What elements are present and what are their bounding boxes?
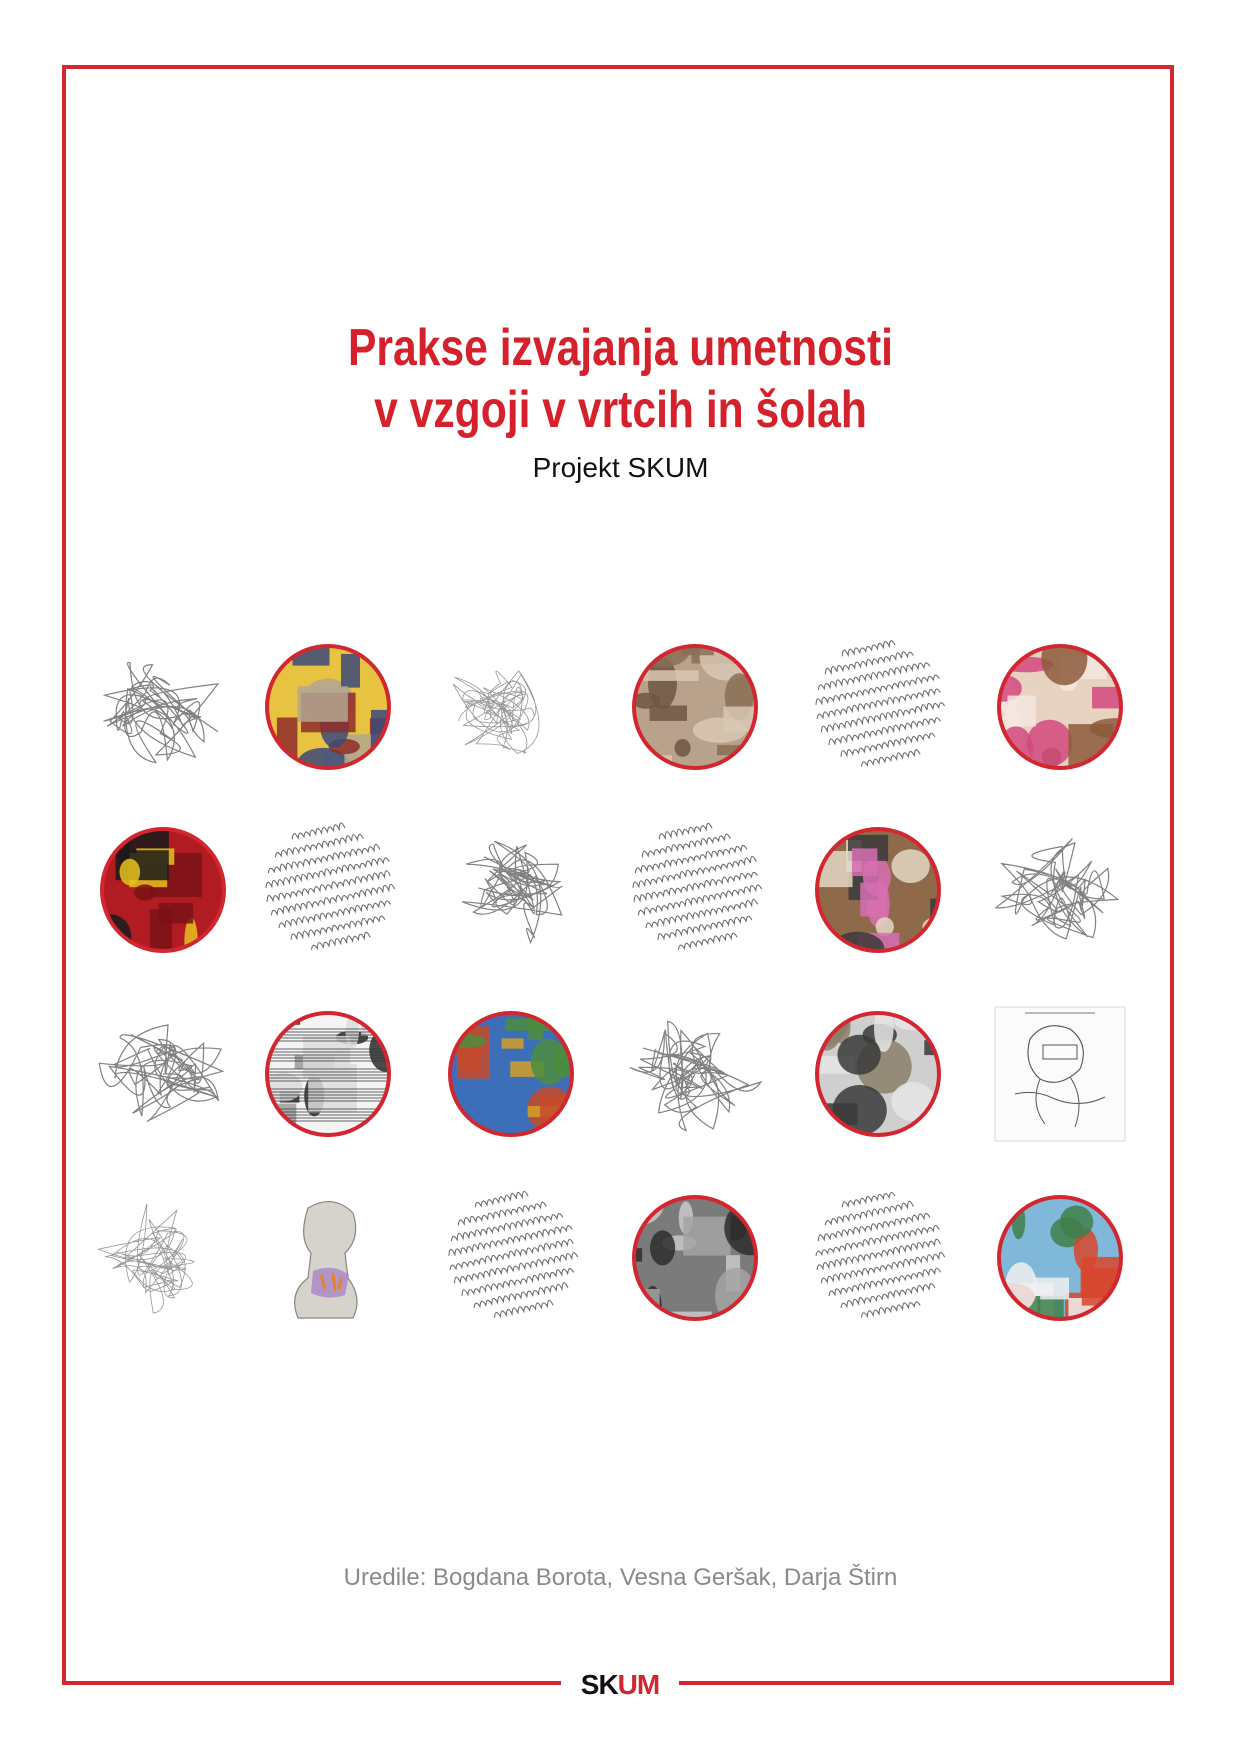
child-drawing-sketch — [985, 999, 1135, 1149]
skum-logo — [561, 1666, 679, 1704]
photo-clay-figure — [620, 632, 770, 782]
handwritten-words-ball — [253, 815, 403, 965]
handwritten-words-ball-image — [620, 815, 770, 965]
handwritten-words-ball — [803, 1183, 953, 1333]
photo-puppet-masks-image — [88, 815, 238, 965]
drawing-statue-bust — [253, 1183, 403, 1333]
photo-puppet-play-image — [803, 815, 953, 965]
photo-children-dancing-image — [436, 999, 586, 1149]
handwritten-words-ball — [436, 1183, 586, 1333]
photo-sheet-music-image — [253, 999, 403, 1149]
photo-puppet-play — [803, 815, 953, 965]
handwritten-words-ball-image — [803, 632, 953, 782]
photo-bw-classroom-image — [620, 1183, 770, 1333]
scribble-ball-image — [88, 632, 238, 782]
photo-children-dancing — [436, 999, 586, 1149]
scribble-ball — [436, 815, 586, 965]
scribble-half-sketch — [436, 632, 586, 782]
handwritten-words-ball-image — [803, 1183, 953, 1333]
photo-bw-classroom — [620, 1183, 770, 1333]
cover-title-line-2: v vzgoji v vrtcih in šolah — [374, 381, 867, 439]
scribble-ball — [88, 632, 238, 782]
photo-children-painting-image — [985, 632, 1135, 782]
handwritten-words-ball-image — [436, 1183, 586, 1333]
scribble-half-sketch-image — [436, 632, 586, 782]
scribble-ball — [620, 999, 770, 1149]
cover-title-line-1: Prakse izvajanja umetnosti — [347, 319, 894, 377]
scribble-half-sketch — [88, 1183, 238, 1333]
scribble-ball-image — [985, 815, 1135, 965]
cover-subtitle: Projekt SKUM — [532, 452, 709, 483]
scribble-ball-image — [620, 999, 770, 1149]
scribble-ball — [88, 999, 238, 1149]
scribble-half-sketch-image — [88, 1183, 238, 1333]
photo-sheet-music — [253, 999, 403, 1149]
photo-puppet-masks — [88, 815, 238, 965]
drawing-statue-bust-image — [253, 1183, 403, 1333]
scribble-ball — [985, 815, 1135, 965]
scribble-ball-image — [436, 815, 586, 965]
photo-painted-globe-image — [985, 1183, 1135, 1333]
child-drawing-sketch-image — [985, 999, 1135, 1149]
handwritten-words-ball — [803, 632, 953, 782]
handwritten-words-ball-image — [253, 815, 403, 965]
photo-wire-sculpture-image — [803, 999, 953, 1149]
scribble-ball-image — [88, 999, 238, 1149]
photo-painted-globe — [985, 1183, 1135, 1333]
logo-part-um: UM — [617, 1669, 660, 1700]
handwritten-words-ball — [620, 815, 770, 965]
photo-music-classroom-image — [253, 632, 403, 782]
photo-clay-figure-image — [620, 632, 770, 782]
editors-credit: Uredile: Bogdana Borota, Vesna Geršak, Darja Štirn — [343, 1564, 898, 1591]
photo-music-classroom — [253, 632, 403, 782]
logo-part-sk: SK — [580, 1669, 618, 1700]
photo-wire-sculpture — [803, 999, 953, 1149]
photo-children-painting — [985, 632, 1135, 782]
